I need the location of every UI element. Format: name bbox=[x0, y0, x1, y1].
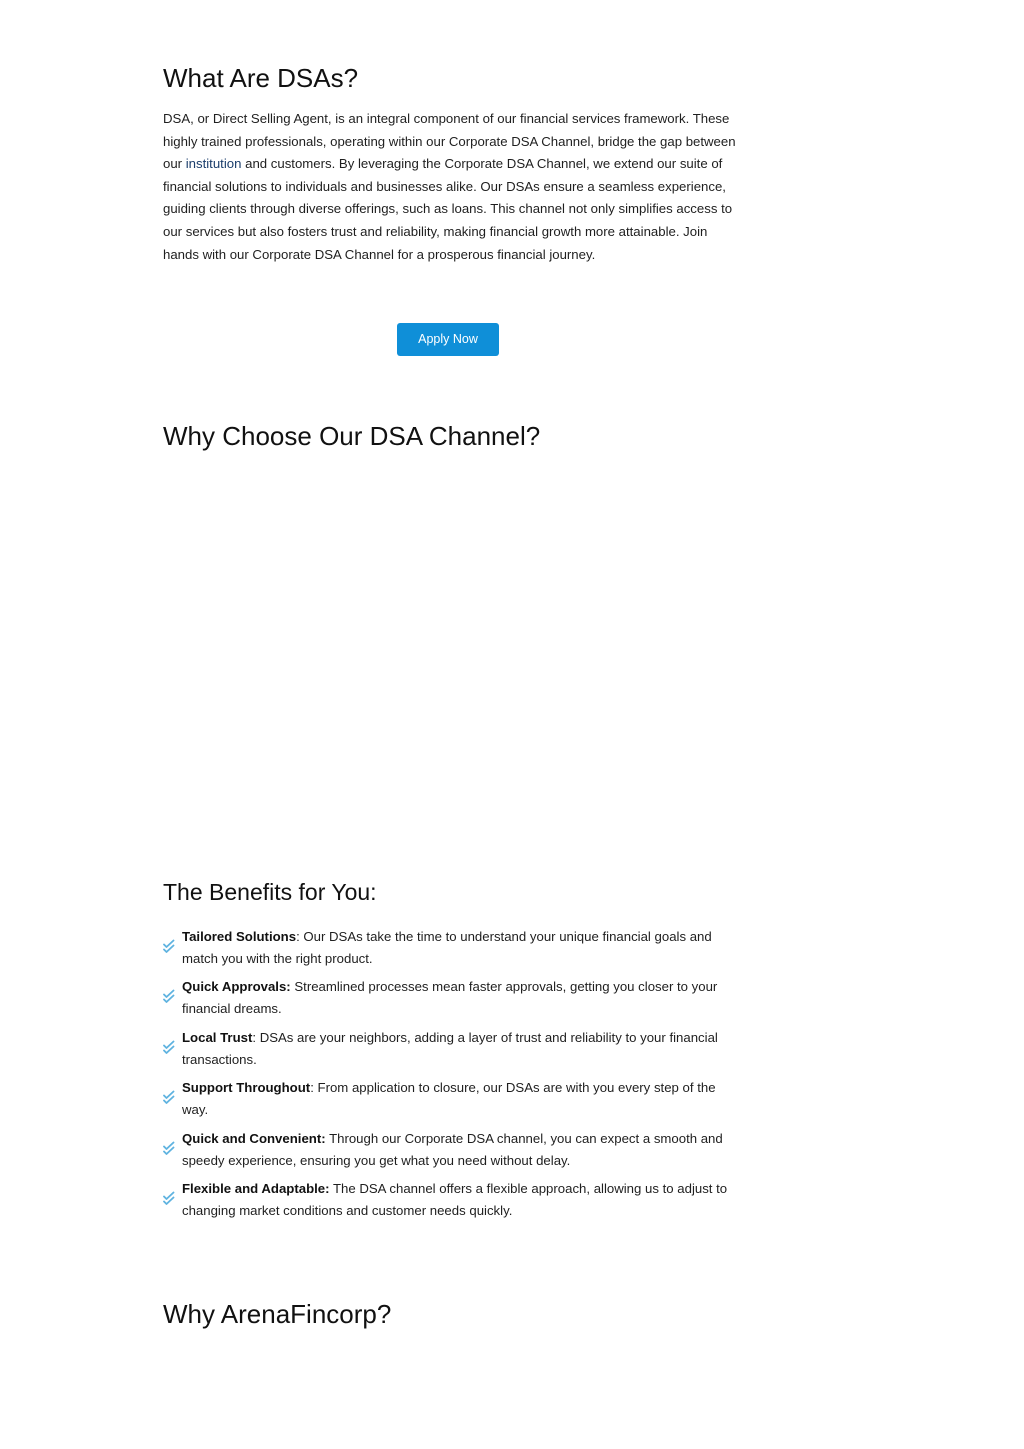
list-item bbox=[163, 1027, 738, 1071]
section-title-why-choose: Why Choose Our DSA Channel? bbox=[163, 421, 541, 451]
benefit-separator: : bbox=[252, 1029, 260, 1045]
list-item bbox=[163, 1178, 738, 1222]
intro-text-end: and customers. By leveraging the Corporate DSA Channel, we extend our suite of financial solutions to individuals and businesses alike. Our DSAs ensure a seamless experience, guiding clients through diverse offerings, such as loans. This channel not only simplifies access to our services but also fosters trust and reliability, making financial growth more attainable. Join hands with our Corporate DSA Channel for a prosperous financial journey. bbox=[163, 156, 733, 262]
double-check-icon bbox=[163, 939, 175, 955]
intro-text-start: DSA, or Direct Selling Agent, is an integral component of our financial services framework. These highly trained professionals, operating within our Corporate DSA Channel, bridge the gap between our bbox=[163, 111, 736, 172]
institution-link[interactable]: institution bbox=[185, 156, 242, 172]
benefit-text: DSAs are your neighbors, adding a layer of trust and reliability to your financial transactions. bbox=[182, 1029, 718, 1067]
benefit-separator: : bbox=[310, 1080, 318, 1096]
section-title-benefits: The Benefits for You: bbox=[163, 879, 377, 905]
double-check-icon bbox=[163, 1141, 175, 1157]
benefits-list bbox=[163, 926, 738, 1228]
apply-now-button[interactable]: Apply Now bbox=[397, 323, 499, 356]
benefit-text: The DSA channel offers a flexible approach, allowing us to adjust to changing market conditions and customer needs quickly. bbox=[182, 1180, 728, 1218]
benefit-text: Through our Corporate DSA channel, you can expect a smooth and speedy experience, ensuring you get what you need without delay. bbox=[182, 1130, 723, 1168]
benefit-text: Our DSAs take the time to understand your unique financial goals and match you with the right product. bbox=[182, 929, 712, 966]
double-check-icon bbox=[163, 1090, 175, 1106]
benefit-title: Flexible and Adaptable: bbox=[182, 1180, 330, 1196]
benefit-separator: : bbox=[296, 929, 304, 944]
benefit-title: Quick and Convenient: bbox=[182, 1130, 326, 1146]
benefit-text: From application to closure, our DSAs are with you every step of the way. bbox=[182, 1080, 716, 1118]
double-check-icon bbox=[163, 1040, 175, 1056]
list-item bbox=[163, 976, 738, 1020]
list-item bbox=[163, 926, 738, 970]
double-check-icon bbox=[163, 989, 175, 1005]
double-check-icon bbox=[163, 1191, 175, 1207]
benefit-text: Streamlined processes mean faster approvals, getting you closer to your financial dreams. bbox=[182, 979, 718, 1017]
benefit-title: Local Trust bbox=[182, 1029, 253, 1045]
benefit-title: Quick Approvals: bbox=[182, 979, 291, 995]
intro-paragraph bbox=[163, 108, 738, 266]
list-item bbox=[163, 1128, 738, 1172]
section-title-why-arenafincorp: Why ArenaFincorp? bbox=[163, 1299, 392, 1329]
benefit-title: Support Throughout bbox=[182, 1080, 311, 1096]
section-title-what-are-dsas: What Are DSAs? bbox=[163, 63, 359, 93]
benefit-title: Tailored Solutions bbox=[182, 929, 297, 944]
list-item bbox=[163, 1077, 738, 1121]
